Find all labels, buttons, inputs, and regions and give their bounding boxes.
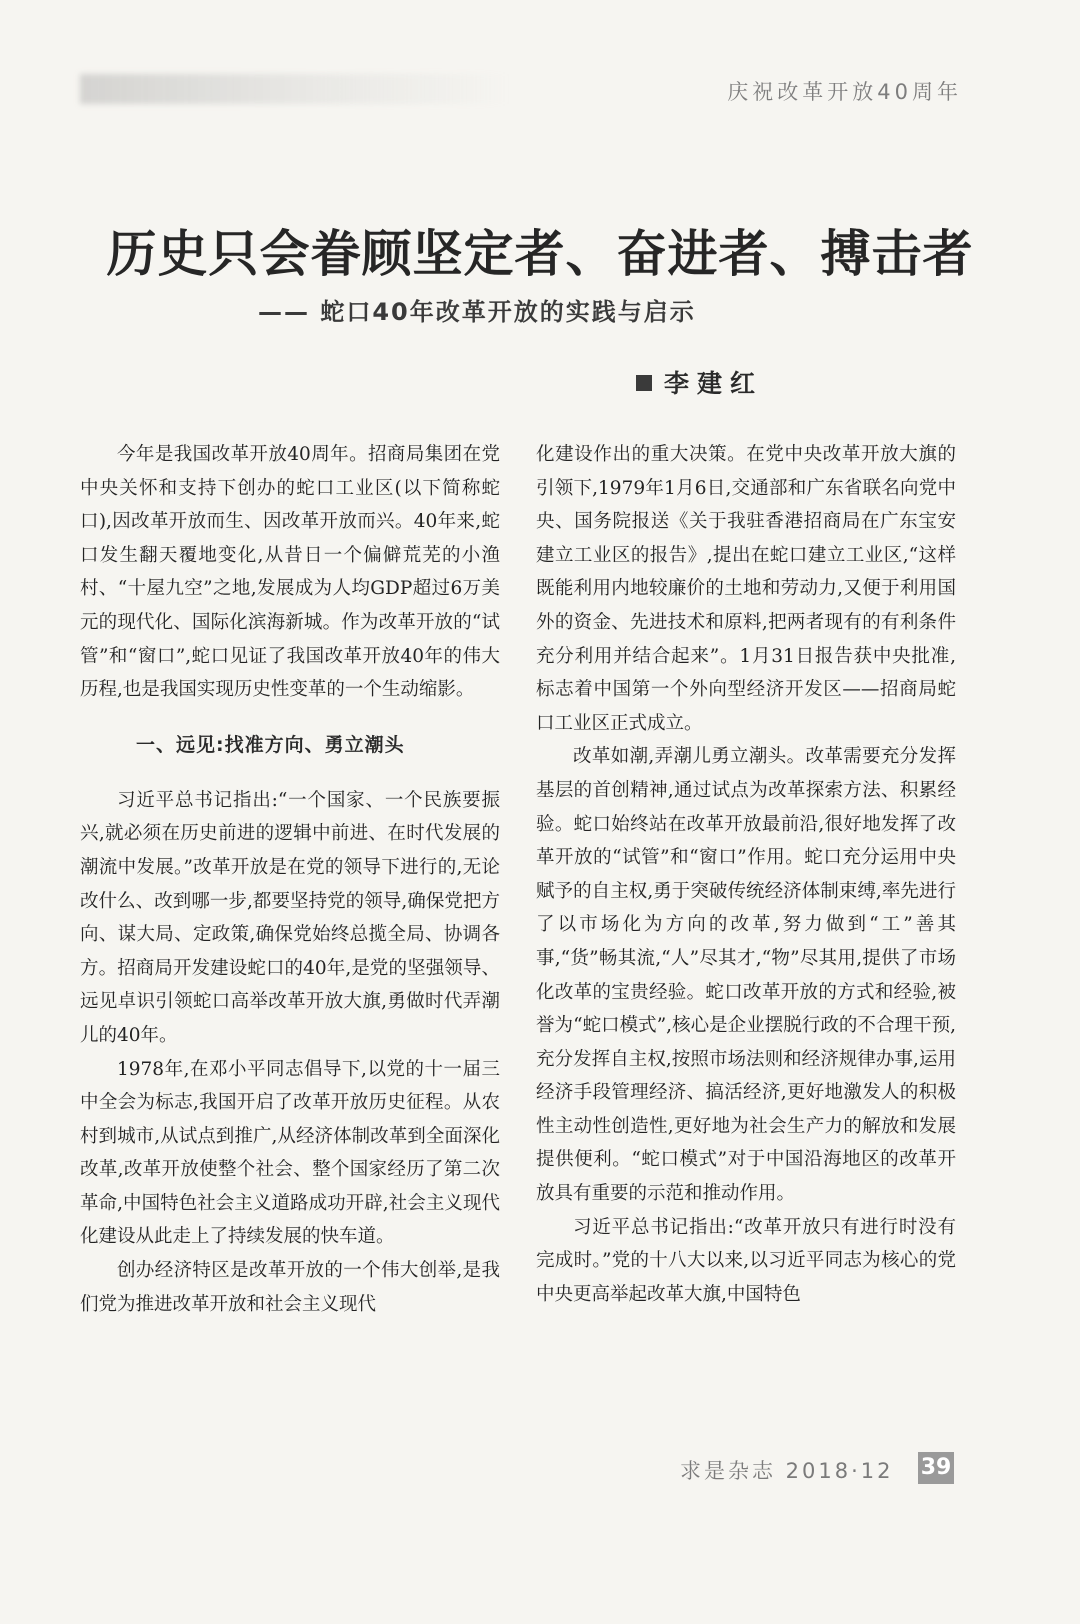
section-heading: 一、远见:找准方向、勇立潮头 (136, 733, 405, 756)
paragraph: 习近平总书记指出:“一个国家、一个民族要振兴,就必须在历史前进的逻辑中前进、在时代发展的潮流中发展。”改革开放是在党的领导下进行的,无论改什么、改到哪一步,都要坚持党的领导,确保党把方向、谋大局、定政策,确保党始终总揽全局、协调各方。招商局开发建设蛇口的40年,是党的坚强领导、远见卓识引领蛇口高举改革开放大旗,勇做时代弄潮儿的40年。 (80, 789, 500, 1046)
paragraph: 今年是我国改革开放40周年。招商局集团在党中央关怀和支持下创办的蛇口工业区(以下简称蛇口),因改革开放而生、因改革开放而兴。40年来,蛇口发生翻天覆地变化,从昔日一个偏僻荒芜的小渔村、“十屋九空”之地,发展成为人均GDP超过6万美元的现代化、国际化滨海新城。作为改革开放的“试管”和“窗口”,蛇口见证了我国改革开放40年的伟大历程,也是我国实现历史性变革的一个生动缩影。 (80, 444, 500, 701)
article-title: 历史只会眷顾坚定者、奋进者、搏击者 (106, 225, 974, 283)
paragraph: 创办经济特区是改革开放的一个伟大创举,是我们党为推进改革开放和社会主义现代 (80, 1260, 500, 1315)
square-bullet-icon (636, 375, 652, 391)
paragraph: 1978年,在邓小平同志倡导下,以党的十一届三中全会为标志,我国开启了改革开放历史征程。从农村到城市,从试点到推广,从经济体制改革到全面深化改革,改革开放使整个社会、整个国家经历了第二次革命,中国特色社会主义道路成功开辟,社会主义现代化建设从此走上了持续发展的快车道。 (80, 1058, 500, 1248)
section-header-tag: 庆祝改革开放40周年 (727, 80, 962, 104)
article-subtitle: —— 蛇口40年改革开放的实践与启示 (258, 298, 696, 326)
magazine-footer: 求是杂志 2018·12 (680, 1459, 894, 1483)
page-number: 39 (918, 1452, 954, 1484)
author-name: 李建红 (664, 369, 764, 398)
paragraph: 化建设作出的重大决策。在党中央改革开放大旗的引领下,1979年1月6日,交通部和广东省联名向党中央、国务院报送《关于我驻香港招商局在广东宝安建立工业区的报告》,提出在蛇口建立工业区,“这样既能利用内地较廉价的土地和劳动力,又便于利用国外的资金、先进技术和原料,把两者现有的有利条件充分利用并结合起来”。1月31日报告获中央批准,标志着中国第一个外向型经济开发区——招商局蛇口工业区正式成立。 (536, 444, 956, 734)
paragraph: 改革如潮,弄潮儿勇立潮头。改革需要充分发挥基层的首创精神,通过试点为改革探索方法、积累经验。蛇口始终站在改革开放最前沿,很好地发挥了改革开放的“试管”和“窗口”作用。蛇口充分运用中央赋予的自主权,勇于突破传统经济体制束缚,率先进行了以市场化为方向的改革,努力做到“工”善其事,“货”畅其流,“人”尽其才,“物”尽其用,提供了市场化改革的宝贵经验。蛇口改革开放的方式和经验,被誉为“蛇口模式”,核心是企业摆脱行政的不合理干预,充分发挥自主权,按照市场法则和经济规律办事,运用经济手段管理经济、搞活经济,更好地激发人的积极性主动性创造性,更好地为社会生产力的解放和发展提供便利。“蛇口模式”对于中国沿海地区的改革开放具有重要的示范和推动作用。 (536, 746, 956, 1205)
scan-smudge (80, 74, 510, 104)
left-column (80, 438, 500, 1321)
paragraph: 习近平总书记指出:“改革开放只有进行时没有完成时。”党的十八大以来,以习近平同志为核心的党中央更高举起改革大旗,中国特色 (536, 1216, 956, 1305)
author-byline (636, 364, 763, 400)
right-column (536, 438, 956, 1311)
